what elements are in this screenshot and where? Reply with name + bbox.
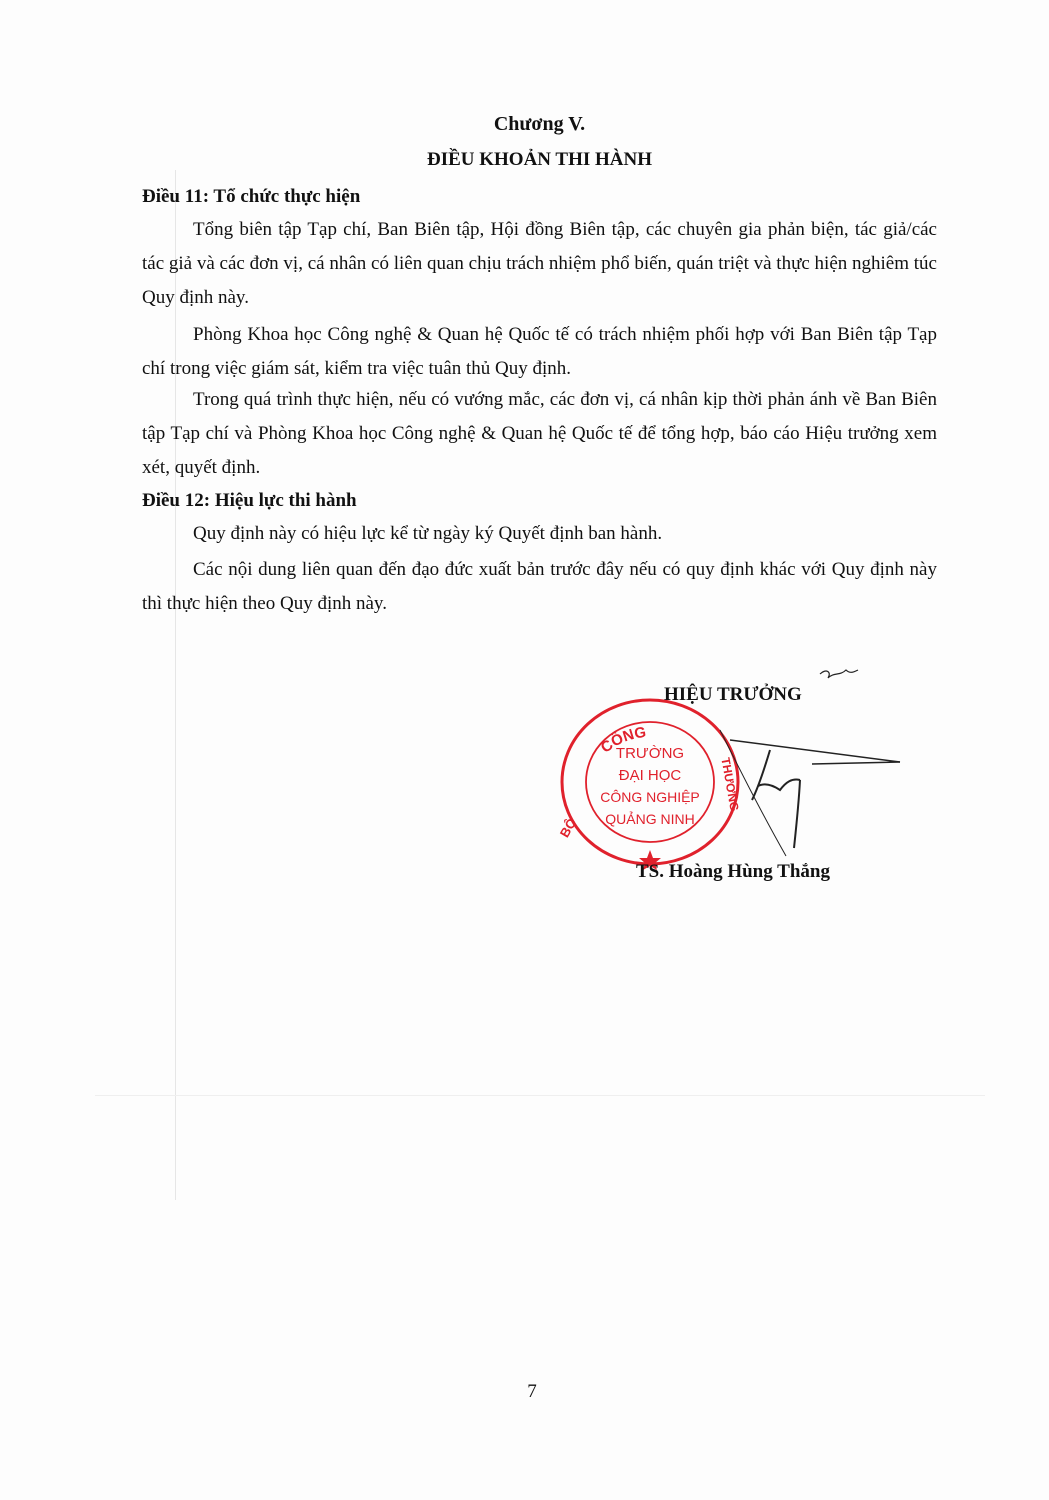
article-12-heading: Điều 12: Hiệu lực thi hành: [142, 490, 357, 511]
seal-text-left: BỘ: [556, 815, 580, 840]
seal-text-top: CÔNG: [597, 723, 648, 757]
chapter-number: Chương V.: [493, 113, 586, 135]
signatory-title: HIỆU TRƯỞNG: [664, 684, 802, 705]
article-11-paragraph-2: Phòng Khoa học Công nghệ & Quan hệ Quốc tế có trách nhiệm phối hợp với Ban Biên tập Tạp chí trong việc giám sát, kiểm tra việc tuân thủ Quy định.: [142, 324, 937, 379]
article-11-heading: Điều 11: Tổ chức thực hiện: [142, 186, 361, 207]
article-11-paragraph-3: Trong quá trình thực hiện, nếu có vướng mắc, các đơn vị, cá nhân kịp thời phản ánh về Ban Biên tập Tạp chí và Phòng Khoa học Công nghệ & Quan hệ Quốc tế để tổng hợp, báo cáo Hiệu trưởng xem xét, quyết định.: [142, 389, 937, 478]
page-number: 7: [527, 1381, 537, 1402]
seal-line-1: TRƯỜNG: [615, 745, 685, 762]
handwritten-signature: [700, 660, 910, 860]
seal-text-right: THƯƠNG: [718, 756, 742, 813]
chapter-title: ĐIỀU KHOẢN THI HÀNH: [426, 149, 653, 170]
article-12-paragraph-1: Quy định này có hiệu lực kể từ ngày ký Quyết định ban hành.: [193, 523, 663, 544]
article-11-paragraph-1: Tổng biên tập Tạp chí, Ban Biên tập, Hội đồng Biên tập, các chuyên gia phản biện, tác giả/các tác giả và các đơn vị, cá nhân có liên quan chịu trách nhiệm phổ biến, quán triệt và thực hiện nghiêm túc Quy định này.: [142, 219, 937, 308]
seal-line-3: CÔNG NGHIỆP: [600, 789, 700, 805]
seal-line-4: QUẢNG NINH: [605, 811, 695, 827]
article-12-paragraph-2: Các nội dung liên quan đến đạo đức xuất bản trước đây nếu có quy định khác với Quy định này thì thực hiện theo Quy định này.: [142, 559, 937, 614]
seal-line-2: ĐẠI HỌC: [618, 767, 682, 784]
signatory-name: TS. Hoàng Hùng Thắng: [636, 861, 830, 882]
scan-artifact-line: [95, 1095, 985, 1096]
